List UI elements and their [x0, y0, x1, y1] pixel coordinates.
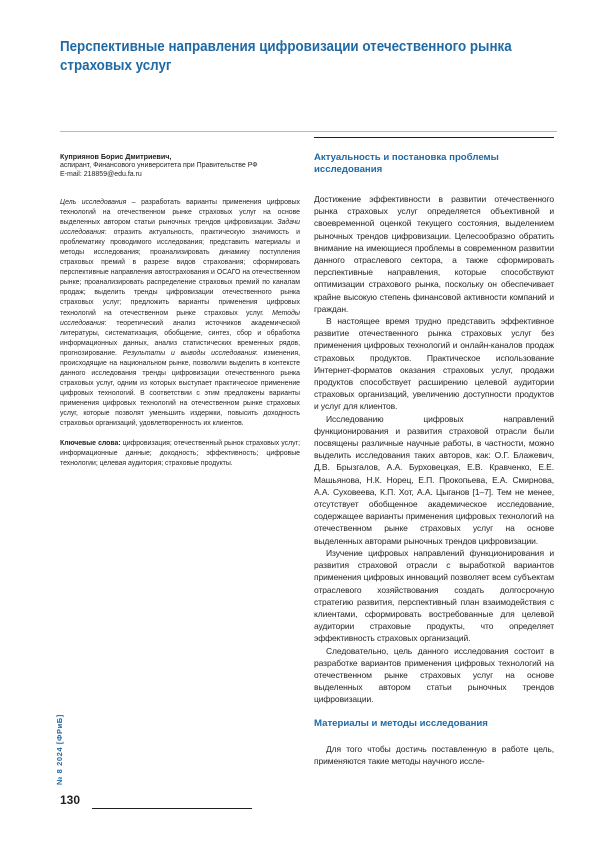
title-divider: [60, 131, 557, 132]
author-email: E-mail: 218859@edu.fa.ru: [60, 171, 142, 178]
article-title: Перспективные направления цифровизации отечественного рынка страховых услуг: [60, 38, 512, 74]
section-body-methods: [314, 743, 554, 767]
paragraph: Изучение цифровых направлений функционирования и развития страховой отрасли с выработкой вариантов применения цифровых инноваций позволяет всем субъектам отраслевого хозяйствования создать долгосрочную стратегию развития, перспективный план взаимодействия с клиентами, сформировать востребованные для целевой аудитории страховые продукты, что определяет эффективность страховых организаций.: [314, 547, 554, 644]
paragraph: Для того чтобы достичь поставленную в работе цель, применяются такие методы научного иссле-: [314, 743, 554, 766]
author-position: аспирант, Финансового университета при Правительстве РФ: [60, 162, 258, 169]
abstract-results-text: : изменения, происходящие на национальном рынке, позволили выделить в контексте данного исследования тренды цифровизации отечественного рынка страховых услуг, одним из которых выступает практическое применение цифровых технологий. В соответствии с этим предложены варианты применения цифровых технологий на отечественном рынке страховых услуг, которые позволят уменьшить издержки, повысить доходность страховых организаций, удовлетворенность их клиентов.: [60, 349, 300, 428]
keywords: [60, 439, 300, 469]
abstract-tasks-label: Задачи исследования: [60, 219, 300, 237]
section-body-relevance: [314, 193, 554, 706]
paragraph: В настоящее время трудно представить эффективное развитие отечественного рынка страховых услуг без применения цифровых технологий и онлайн-каналов продаж страховых продуктов. Практическое использование Интернет-форматов оказания страховых услуг, продажи продуктов способствует расширению целевой аудитории страховых организаций, увеличению доступности продуктов и услуг для клиентов.: [314, 316, 554, 412]
column-top-rule: [314, 137, 554, 138]
abstract: [60, 198, 300, 429]
section-heading-relevance: Актуальность и постановка проблемы исследования: [314, 152, 499, 175]
section-heading-methods: Материалы и методы исследования: [314, 717, 488, 729]
abstract-methods-text: : теоретический анализ источников академической литературы, систематизация, обобщение, синтез, сбор и обработка информационных данных, анализ статистических временных рядов, прогнозирование.: [60, 319, 300, 357]
abstract-tasks-text: : отразить актуальность, практическую значимость и проблематику проводимого исследования; представить материалы и методы исследования; проанализировать динамику поступления страховых премий в разрезе видов страхования; сформировать перспективные направления автострахования и ОСАГО на отечественном рынке; проанализировать распределение страховых премий по каналам продаж; выделить тренды цифровизации отечественного рынка страховых услуг; предложить варианты применения цифровых технологий на отечественном рынке страховых услуг.: [60, 229, 300, 317]
abstract-methods-label: Методы исследования: [60, 309, 300, 327]
paragraph: Достижение эффективности в развитии отечественного рынка страховых услуг определяется объективной и своевременной оценкой текущего состояния, выделением рыночных трендов цифровизации. Целесообразно обратить внимание на имеющиеся проблемы в современном развитии данного отраслевого сектора, а также сформировать перспективные направления, которые способствуют оптимизации страхового рынка, поскольку он обеспечивает крайне высокую степень финансовой активности компаний и граждан.: [314, 194, 554, 314]
paragraph: Следовательно, цель данного исследования состоит в разработке вариантов применения цифровых технологий на отечественном рынке страховых услуг на основе выделенных автором статьи рыночных трендов цифровизации.: [314, 645, 554, 705]
paragraph: Исследованию цифровых направлений функционирования и развития страховой отрасли были посвящены различные научные работы, в частности, можно выделить исследования таких авторов, как: О.Г. Блажевич, Д.В. Брызгалов, А.А. Бурховецкая, Е.В. Кравченко, Е.Е. Машьянова, Н.К. Норец, Е.П. Прокопьева, Е.А. Смирнова, А.А. Суховеева, К.П. Хот, А.А. Цыганов [1–7]. Тем не менее, отсутствует обобщенное академическое исследование, содержащее варианты применения цифровых технологий на отечественном рынке страховых услуг на основе выделенных авторами рыночных трендов цифровизации.: [314, 413, 554, 546]
page-number: 130: [60, 793, 81, 807]
abstract-results-label: Результаты и выводы исследования: [122, 349, 256, 357]
right-column: [314, 137, 554, 767]
keywords-text: цифровизация; отечественный рынок страховых услуг; информационные данные; доходность; эффективность; цифровые технологии; целевая аудитория; страховые продукты.: [60, 440, 300, 468]
journal-issue-label: № 8 2024 [ФРиБ]: [55, 714, 64, 785]
author-name: Куприянов Борис Дмитриевич,: [60, 152, 172, 161]
keywords-label: Ключевые слова:: [60, 440, 121, 448]
left-column: [60, 152, 300, 469]
abstract-goal-label: Цель исследования: [60, 199, 127, 206]
abstract-goal-text: – разработать варианты применения цифровых технологий на отечественном рынке страховых услуг на основе выделенных автором статьи рыночных трендов цифровизации.: [60, 199, 301, 227]
footer-rule: [92, 808, 252, 809]
